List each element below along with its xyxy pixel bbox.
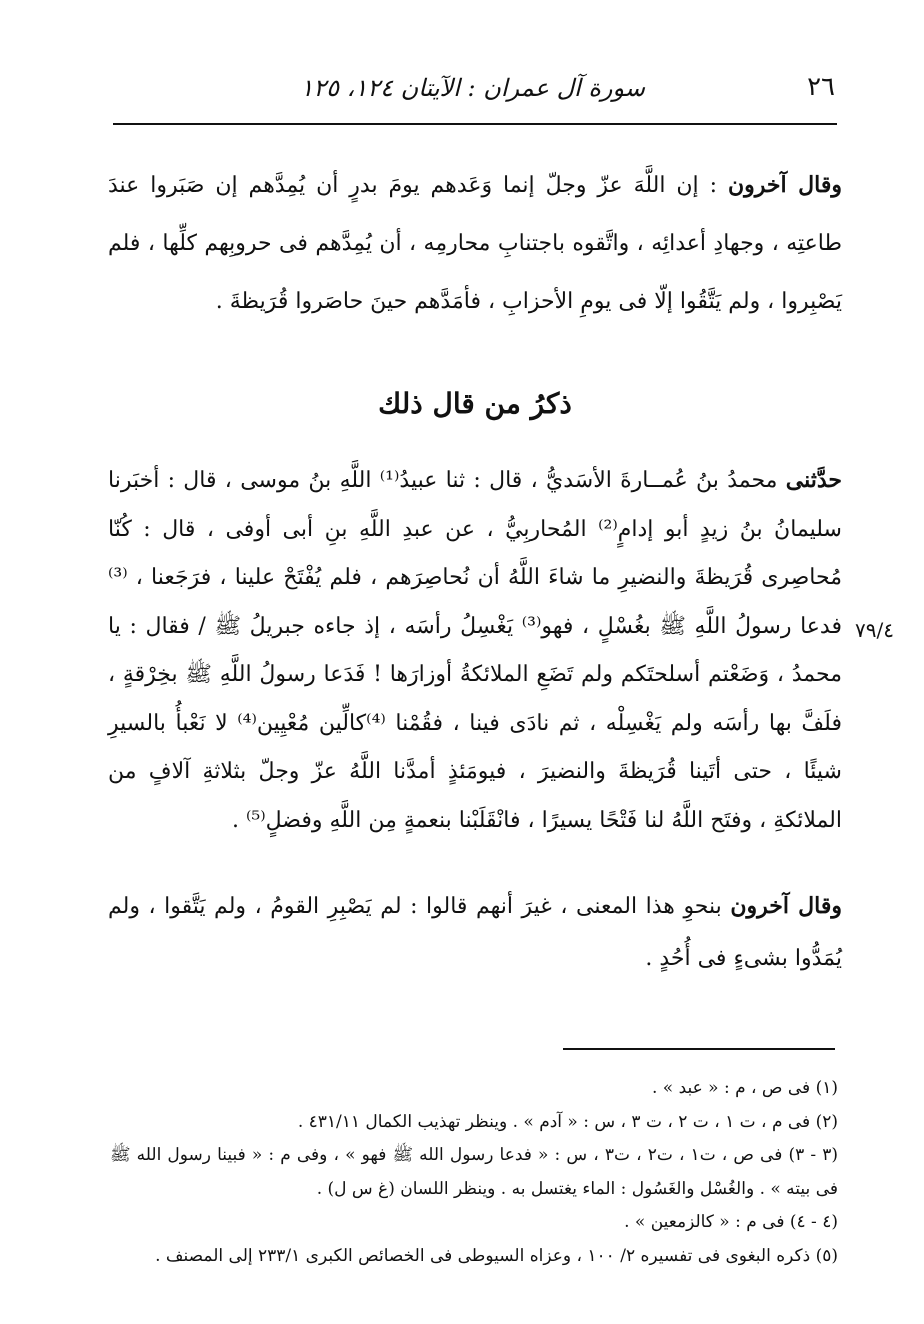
section-heading: ذكرُ من قال ذلك — [378, 387, 572, 420]
footnote: (٤ - ٤) فى م : « كالزمعين » . — [624, 1212, 838, 1232]
paragraph-2-text: محمدُ بنُ عُمــارةَ الأسَديُّ ، قال : ثنا عبيدُ⁽¹⁾ اللَّهِ بنُ موسى ، قال : أخبَرنا سليمانُ بنُ زيدٍ أبو إدامٍ⁽²⁾ المُحاربِيُّ ، عن عبدِ اللَّهِ بنِ أبى أوفى ، قال : كُنّا مُحاصِرى قُرَيظةَ والنضيرِ ما شاءَ اللَّهُ أن نُحاصِرَهم ، فلم يُفْتَحْ علينا ، فرَجَعنا ، ⁽³⁾فدعا رسولُ اللَّهِ ﷺ بغُسْلٍ ، فهو⁽³⁾ يَغْسِلُ رأسَه ، إذ جاءه جبريلُ ﷺ / فقال : يا محمدُ ، وَضَعْتم أسلحتَكم ولم تَضَعِ الملائكةُ أوزارَها ! فَدَعا رسولُ اللَّهِ ﷺ بخِرْقةٍ ، فلَفَّ بها رأسَه ولم يَغْسِلْه ، ثم نادَى فينا ، فقُمْنا ⁽⁴⁾كالِّين مُعْيِين⁽⁴⁾ لا نَعْبأُ بالسيرِ شيئًا ، حتى أتَينا قُرَيظةَ والنضيرَ ، فيومَئذٍ أمدَّنا اللَّهُ عزّ وجلّ بثلاثةِ آلافٍ من الملائكةِ ، وفتَح اللَّهُ لنا فَتْحًا يسيرًا ، فانْقَلَبْنا بنعمةٍ مِن اللَّهِ وفضلٍ⁽⁵⁾ . — [108, 468, 842, 833]
paragraph-2-label: حدَّثنى — [785, 467, 842, 493]
margin-reference: ٧٩/٤ — [855, 618, 894, 642]
running-title: سورة آل عمران : الآيتان ١٢٤، ١٢٥ — [300, 74, 645, 102]
page-number: ٢٦ — [807, 72, 835, 102]
paragraph-2 — [108, 456, 842, 845]
paragraph-1-label: وقال آخرون — [727, 172, 843, 198]
page-header — [115, 72, 835, 112]
footnote: (١) فى ص ، م : « عبد » . — [651, 1078, 838, 1098]
footnote-rule — [563, 1048, 835, 1050]
paragraph-3 — [108, 880, 842, 985]
paragraph-3-text: بنحوِ هذا المعنى ، غيرَ أنهم قالوا : لم يَصْبِرِ القومُ ، ولم يَتَّقوا ، ولم يُمَدُّوا بشىءٍ فى أُحُدٍ . — [108, 894, 842, 971]
footnote: (٥) ذكره البغوى فى تفسيره ٢/ ١٠٠ ، وعزاه السيوطى فى الخصائص الكبرى ٢٣٣/١ إلى المصنف . — [155, 1245, 838, 1266]
footnotes — [110, 1072, 838, 1273]
paragraph-1 — [108, 156, 842, 331]
header-rule — [113, 123, 837, 125]
footnote: (٣ - ٣) فى ص ، ت١ ، ت٢ ، ت٣ ، س : « فدعا رسول الله ﷺ فهو » ، وفى م : « فبينا رسول الله ﷺ فى بيته » . والغُسْل والغَسُول : الماء يغتسل به . وينظر اللسان (غ س ل) . — [110, 1145, 838, 1199]
paragraph-3-label: وقال آخرون — [730, 893, 842, 919]
paragraph-1-text: : إن اللَّهَ عزّ وجلّ إنما وَعَدهم يومَ بدرٍ أن يُمِدَّهم إن صَبَروا عندَ طاعتِه ، وجهادِ أعدائِه ، واتَّقوه باجتنابِ محارمِه ، أن يُمِدَّهم فى حروبِهم كلِّها ، فلم يَصْبِروا ، ولم يَتَّقُوا إلّا فى يومِ الأحزابِ ، فأمَدَّهم حينَ حاصَروا قُرَيظةَ . — [108, 173, 842, 314]
footnote: (٢) فى م ، ت ١ ، ت ٢ ، ت ٣ ، س : « آدم » . وينظر تهذيب الكمال ٤٣١/١١ . — [297, 1111, 838, 1132]
